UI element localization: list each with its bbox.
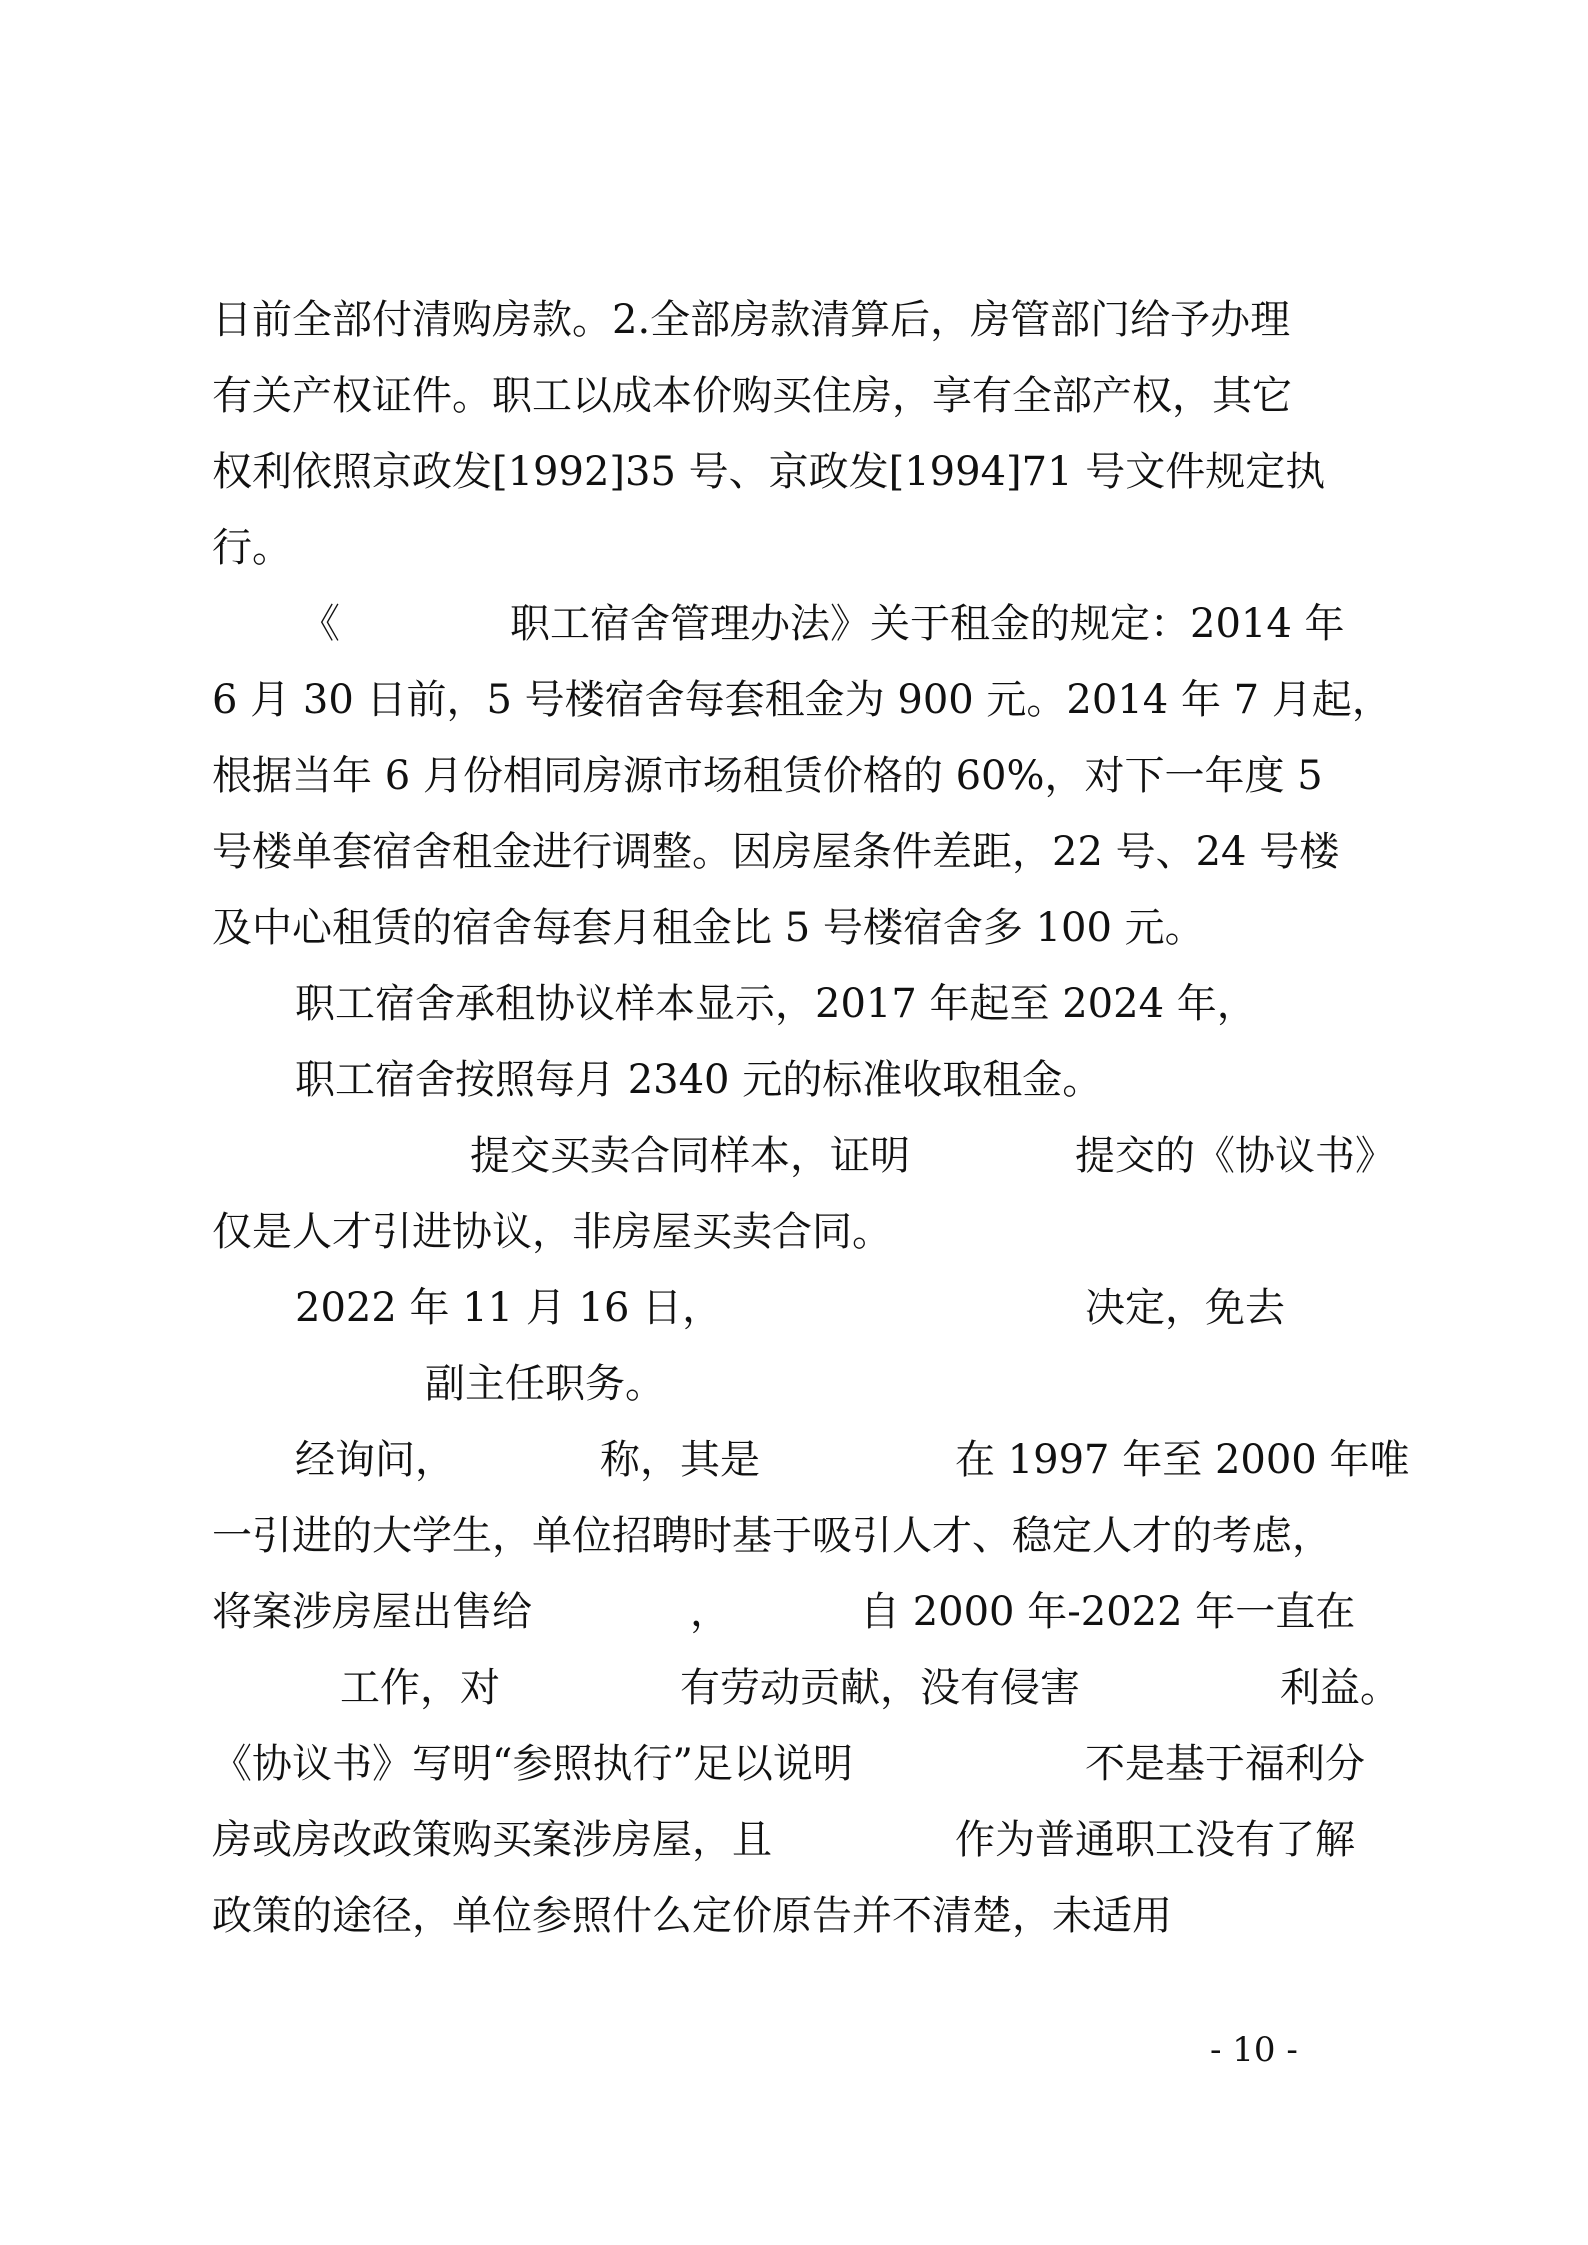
text-line [0,898,1588,958]
text-line [0,1886,1588,1946]
text-segment: 不是基于福利分 [1085,1741,1365,1787]
text-line [0,1278,1588,1338]
text-line [0,1050,1588,1110]
text-line [0,1354,1588,1414]
text-segment: 政策的途径，单位参照什么定价原告并不清楚，未适用 [212,1893,1172,1939]
text-segment: 提交买卖合同样本，证明 [470,1133,910,1179]
text-segment: 权利依照京政发[1992]35 号、京政发[1994]71 号文件规定执 [212,449,1326,495]
text-segment: 有关产权证件。职工以成本价购买住房，享有全部产权，其它 [212,373,1292,419]
text-segment: 职工宿舍管理办法》关于租金的规定：2014 年 [510,601,1345,647]
text-line [0,442,1588,502]
text-segment: 称，其是 [600,1437,760,1483]
text-segment: 行。 [212,525,292,571]
text-segment: 利益。 [1280,1665,1400,1711]
text-segment: 《 [300,601,340,647]
text-segment: 经询问， [295,1437,455,1483]
text-segment: 职工宿舍承租协议样本显示，2017 年起至 2024 年， [295,981,1257,1027]
text-segment: 决定，免去 [1085,1285,1285,1331]
text-segment: 号楼单套宿舍租金进行调整。因房屋条件差距，22 号、24 号楼 [212,829,1340,875]
text-line [0,1126,1588,1186]
text-segment: 《协议书》写明“参照执行”足以说明 [212,1741,853,1787]
text-segment: 日前全部付清购房款。2.全部房款清算后，房管部门给予办理 [212,297,1291,343]
text-line [0,1582,1588,1642]
text-segment: 副主任职务。 [425,1361,665,1407]
text-line [0,1810,1588,1870]
text-line [0,290,1588,350]
text-line [0,1658,1588,1718]
text-line [0,366,1588,426]
text-segment: 6 月 30 日前，5 号楼宿舍每套租金为 900 元。2014 年 7 月起， [212,677,1392,723]
text-line [0,1430,1588,1490]
text-segment: 根据当年 6 月份相同房源市场租赁价格的 60%，对下一年度 5 [212,753,1323,799]
text-segment: 职工宿舍按照每月 2340 元的标准收取租金。 [295,1057,1103,1103]
text-segment: 有劳动贡献，没有侵害 [680,1665,1080,1711]
text-line [0,670,1588,730]
text-segment: 提交的《协议书》 [1075,1133,1395,1179]
text-line [0,594,1588,654]
text-segment: 自 2000 年-2022 年一直在 [860,1589,1356,1635]
text-segment: 在 1997 年至 2000 年唯 [955,1437,1410,1483]
text-segment: ， [690,1589,730,1635]
text-segment: 及中心租赁的宿舍每套月租金比 5 号楼宿舍多 100 元。 [212,905,1205,951]
text-segment: 房或房改政策购买案涉房屋，且 [212,1817,772,1863]
text-segment: 工作，对 [340,1665,500,1711]
text-line [0,1202,1588,1262]
text-line [0,518,1588,578]
text-line [0,822,1588,882]
text-segment: 2022 年 11 月 16 日， [295,1285,723,1331]
page-number: - 10 - [1210,2030,1298,2070]
text-segment: 将案涉房屋出售给 [212,1589,532,1635]
text-line [0,1734,1588,1794]
text-line [0,1506,1588,1566]
text-line [0,974,1588,1034]
text-line [0,746,1588,806]
text-segment: 仅是人才引进协议，非房屋买卖合同。 [212,1209,892,1255]
text-segment: 一引进的大学生，单位招聘时基于吸引人才、稳定人才的考虑， [212,1513,1332,1559]
text-segment: 作为普通职工没有了解 [955,1817,1355,1863]
